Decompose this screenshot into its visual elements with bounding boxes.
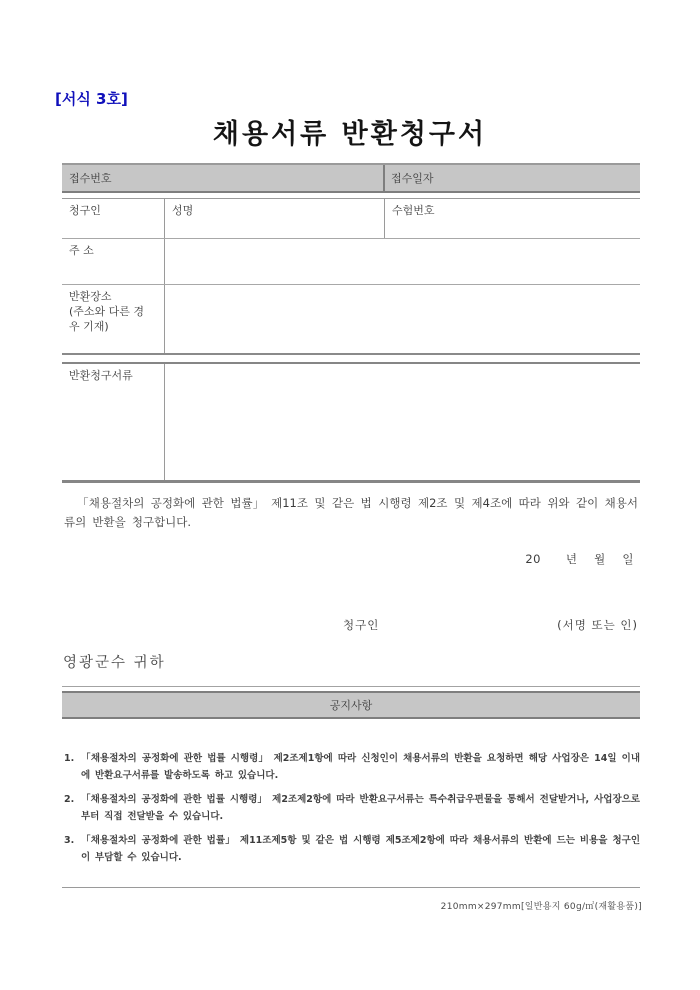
return-place-label-line: (주소와 다른 경 bbox=[69, 305, 145, 318]
note-text: 「채용절차의 공정화에 관한 법률 시행령」 제2조제2항에 따라 반환요구서류는 특수취급우편물을 통해서 전달받거나, 사업장으로부터 직접 전달받을 수 있습니다. bbox=[81, 794, 640, 822]
return-documents-table bbox=[62, 362, 640, 483]
address-value-cell bbox=[165, 239, 640, 284]
exam-number-field: 수험번호 bbox=[392, 204, 435, 217]
signature-or-seal-note: (서명 또는 인) bbox=[557, 618, 638, 632]
recipient-line: 영광군수 귀하 bbox=[63, 655, 166, 671]
form-number: [서식 3호] bbox=[55, 90, 128, 108]
list-item bbox=[64, 750, 640, 784]
receipt-date-label: 접수일자 bbox=[391, 172, 434, 185]
notice-list bbox=[64, 750, 640, 873]
claimant-sign-label: 청구인 bbox=[343, 618, 380, 632]
page-title: 채용서류 반환청구서 bbox=[212, 119, 488, 150]
return-documents-label: 반환청구서류 bbox=[62, 364, 165, 480]
return-place-value-cell bbox=[165, 285, 640, 353]
list-item bbox=[64, 832, 640, 866]
note-number: 2. bbox=[64, 794, 75, 805]
footer-separator-line bbox=[62, 887, 640, 888]
name-field: 성명 bbox=[165, 199, 385, 238]
table-row bbox=[62, 239, 640, 285]
return-documents-value-cell bbox=[165, 364, 640, 480]
receipt-number-label: 접수번호 bbox=[62, 165, 385, 191]
date-line: 20 년 월 일 bbox=[525, 552, 634, 566]
separator-line bbox=[62, 686, 640, 687]
note-number: 3. bbox=[64, 835, 75, 846]
note-number: 1. bbox=[64, 753, 75, 764]
return-place-label bbox=[62, 285, 165, 353]
claimant-label: 청구인 bbox=[62, 199, 165, 238]
note-text: 「채용절차의 공정화에 관한 법률」 제11조제5항 및 같은 법 시행령 제5조제2항에 따라 채용서류의 반환에 드는 비용을 청구인이 부담할 수 있습니다. bbox=[81, 835, 640, 863]
list-item bbox=[64, 791, 640, 825]
statement-paragraph: 「채용절차의 공정화에 관한 법률」 제11조 및 같은 법 시행령 제2조 및 제4조에 따라 위와 같이 채용서류의 반환을 청구합니다. bbox=[64, 496, 638, 529]
table-row bbox=[62, 285, 640, 353]
notice-header-label: 공지사항 bbox=[329, 699, 373, 712]
note-text: 「채용절차의 공정화에 관한 법률 시행령」 제2조제1항에 따라 신청인이 채용서류의 반환을 요청하면 해당 사업장은 14일 이내에 반환요구서류를 발송하도록 하고 있습니다. bbox=[81, 753, 640, 781]
address-label: 주 소 bbox=[62, 239, 165, 284]
notice-header-bar bbox=[62, 691, 640, 719]
receipt-table bbox=[62, 163, 640, 193]
return-place-label-line: 우 기재) bbox=[69, 320, 109, 333]
paper-spec-footnote: 210mm×297mm[일반용지 60g/㎡(재활용품)] bbox=[440, 902, 642, 912]
table-row bbox=[62, 199, 640, 239]
return-place-label-line: 반환장소 bbox=[69, 290, 112, 303]
applicant-table bbox=[62, 198, 640, 355]
